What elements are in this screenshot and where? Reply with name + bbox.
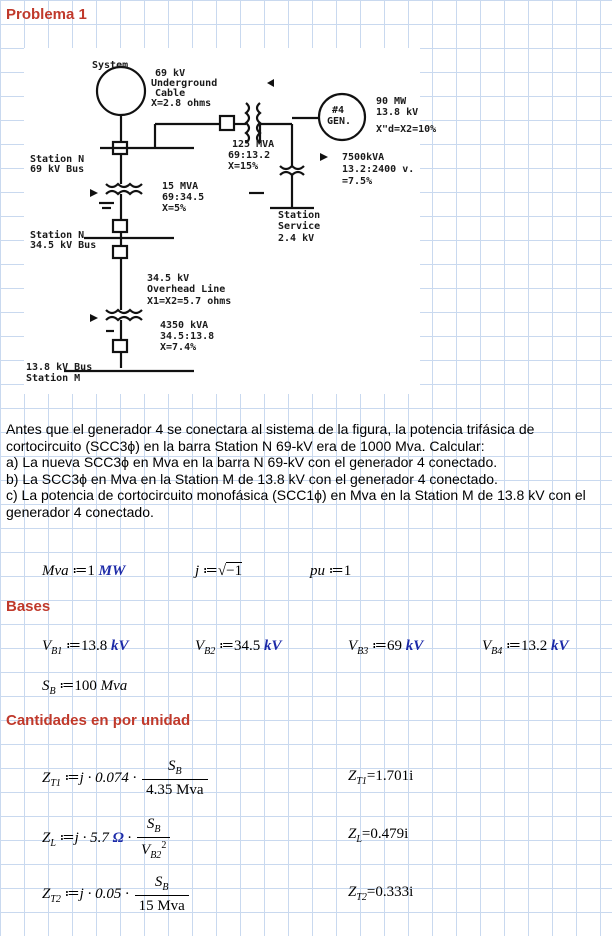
problem-intro: Antes que el generador 4 se conectara al sistema de la figura, la potencia trifásica de cortocircuito (SCC3ϕ) en la barra Station N 69-kV era de 1000 Mva. Calcular: bbox=[6, 421, 535, 454]
page-title: Problema 1 bbox=[6, 6, 87, 23]
label-station-n-69-1: Station N bbox=[30, 154, 85, 165]
label-t2-3: X=7.4% bbox=[160, 342, 197, 353]
eq-zt2: $Z_{T2}$ ≔j · 0.05 · $\frac{S_B}{\text{15 Mva}}$ bbox=[42, 874, 191, 915]
label-gen-rating-2: 13.8 kV bbox=[376, 107, 419, 118]
label-station-m-2: Station M bbox=[26, 373, 81, 384]
label-gen-rating-3: X"d=X2=10% bbox=[376, 124, 437, 135]
eq-zt1: $Z_{T1}$ ≔j · 0.074 · $\frac{S_B}{\text{4.35 Mva}}$ bbox=[42, 758, 210, 799]
section-bases: Bases bbox=[6, 598, 51, 615]
system-source-icon bbox=[97, 67, 145, 115]
problem-part-b: b) La SCC3ϕ en Mva en la Station M de 13.8 kV con el generador 4 conectado. bbox=[6, 470, 498, 487]
label-cable-3: Cable bbox=[155, 88, 186, 99]
label-station-service-3: 2.4 kV bbox=[278, 233, 315, 244]
label-cable-2: Underground bbox=[151, 78, 218, 89]
label-station-n-34-2: 34.5 kV Bus bbox=[30, 240, 97, 251]
label-t4-2: 69:13.2 bbox=[228, 150, 271, 161]
label-station-m-1: 13.8 kV Bus bbox=[26, 362, 93, 373]
one-line-diagram bbox=[24, 48, 437, 394]
label-line-2: Overhead Line bbox=[147, 284, 226, 295]
problem-part-a: a) La nueva SCC3ϕ en Mva en la barra N 69-kV con el generador 4 conectado. bbox=[6, 454, 498, 470]
label-gen-rating-1: 90 MW bbox=[376, 96, 407, 107]
problem-part-c: c) La potencia de cortocircuito monofásica (SCC1ϕ) en Mva en la Station M de 13.8 kV con el generador 4 conectado. bbox=[6, 487, 586, 520]
label-station-service-1: Station bbox=[278, 210, 321, 221]
base-vb4: $V_{B4}$ ≔13.2 kV bbox=[482, 638, 569, 657]
label-t2-2: 34.5:13.8 bbox=[160, 331, 215, 342]
label-t2-1: 4350 kVA bbox=[160, 320, 209, 331]
label-t4-3: X=15% bbox=[228, 161, 259, 172]
label-line-3: X1=X2=5.7 ohms bbox=[147, 296, 232, 307]
label-gen-2: GEN. bbox=[327, 116, 352, 127]
problem-statement bbox=[6, 421, 606, 520]
label-station-service-2: Service bbox=[278, 221, 321, 232]
def-j: j ≔√−1 bbox=[195, 563, 243, 579]
label-t1-2: 69:34.5 bbox=[162, 192, 205, 203]
label-gen-1: #4 bbox=[332, 105, 345, 116]
base-sb: $S_B$ ≔100 Mva bbox=[42, 678, 128, 697]
result-zt1: $Z_{T1}=1.701i$ bbox=[348, 768, 414, 787]
label-ss-tx-1: 7500kVA bbox=[342, 152, 385, 163]
label-line-1: 34.5 kV bbox=[147, 273, 190, 284]
label-cable-4: X=2.8 ohms bbox=[151, 98, 212, 109]
base-vb2: $V_{B2}$ ≔34.5 kV bbox=[195, 638, 282, 657]
result-zt2: $Z_{T2}=0.333i$ bbox=[348, 884, 414, 903]
label-t1-1: 15 MVA bbox=[162, 181, 199, 192]
label-system: System bbox=[92, 60, 129, 71]
label-station-n-34-1: Station N bbox=[30, 230, 85, 241]
label-t4-1: 125 MVA bbox=[232, 139, 275, 150]
base-vb1: $V_{B1}$ ≔13.8 kV bbox=[42, 638, 129, 657]
section-per-unit: Cantidades en por unidad bbox=[6, 712, 191, 729]
label-station-n-69-2: 69 kV Bus bbox=[30, 164, 85, 175]
result-zl: $Z_L=0.479i$ bbox=[348, 826, 409, 845]
eq-zl: $Z_L$ ≔j · 5.7 Ω · $\frac{S_B}{V_{B2}^2}$ bbox=[42, 816, 172, 861]
label-ss-tx-2: 13.2:2400 v. bbox=[342, 164, 415, 175]
def-pu: pu ≔1 bbox=[310, 563, 352, 579]
label-ss-tx-3: =7.5% bbox=[342, 176, 373, 187]
def-mva: Mva ≔1 MW bbox=[42, 563, 126, 579]
label-t1-3: X=5% bbox=[162, 203, 187, 214]
label-cable-1: 69 kV bbox=[155, 68, 186, 79]
base-vb3: $V_{B3}$ ≔69 kV bbox=[348, 638, 424, 657]
